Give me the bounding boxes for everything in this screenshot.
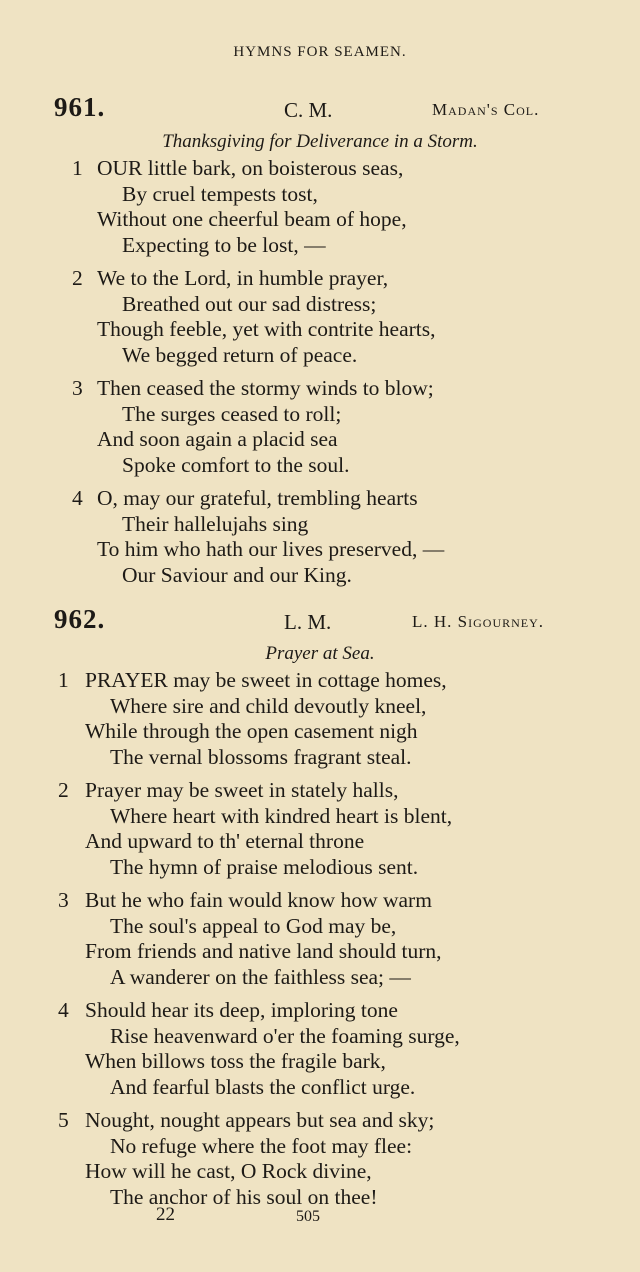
verse-line: Rise heavenward o'er the foaming surge, (110, 1023, 460, 1048)
page-number: 505 (296, 1208, 320, 1225)
stanza-number: 4 (72, 486, 83, 510)
verse-line: Then ceased the stormy winds to blow; (97, 376, 434, 400)
verse-line: We begged return of peace. (122, 342, 358, 367)
hymn-962 (0, 604, 640, 1218)
verse-line: Prayer may be sweet in stately halls, (85, 778, 399, 802)
hymn-number: 961. (54, 92, 106, 122)
hymn-author: Madan's Col. (432, 100, 540, 119)
verse-line: And fearful blasts the conflict urge. (110, 1074, 416, 1099)
stanza-number: 3 (72, 376, 83, 400)
verse-line: A wanderer on the faithless sea; — (110, 964, 411, 989)
verse-line: The soul's appeal to God may be, (110, 913, 397, 938)
stanza (0, 1108, 640, 1210)
signature-mark: 22 (156, 1204, 175, 1225)
stanza (0, 998, 640, 1100)
hymn-header (0, 604, 640, 640)
hymn-meter: C. M. (284, 98, 333, 122)
verse-line: Nought, nought appears but sea and sky; (85, 1108, 435, 1132)
stanza (0, 778, 640, 880)
verse-line: We to the Lord, in humble prayer, (97, 266, 389, 290)
verse-line: The hymn of praise melodious sent. (110, 854, 419, 879)
verse-line: And upward to th' eternal throne (85, 829, 365, 853)
verse-line: PRAYER may be sweet in cottage homes, (85, 668, 447, 692)
stanza-number: 5 (58, 1108, 69, 1132)
verse-line: The surges ceased to roll; (122, 401, 342, 426)
stanza (0, 156, 640, 258)
hymn-number: 962. (54, 604, 106, 634)
verse-line: From friends and native land should turn, (85, 939, 442, 963)
verse-line: Breathed out our sad distress; (122, 291, 377, 316)
stanza (0, 266, 640, 368)
verse-line: Without one cheerful beam of hope, (97, 207, 407, 231)
stanza (0, 668, 640, 770)
verse-line: Where sire and child devoutly kneel, (110, 693, 427, 718)
stanza (0, 486, 640, 588)
verse-line: The anchor of his soul on thee! (110, 1184, 378, 1209)
verse-line: By cruel tempests tost, (122, 181, 318, 206)
verse-line: When billows toss the fragile bark, (85, 1049, 386, 1073)
verse-line: The vernal blossoms fragrant steal. (110, 744, 412, 769)
verse-line: Though feeble, yet with contrite hearts, (97, 317, 436, 341)
verse-line: OUR little bark, on boisterous seas, (97, 156, 404, 180)
stanza-number: 2 (58, 778, 69, 802)
verse-line: No refuge where the foot may flee: (110, 1133, 413, 1158)
stanza (0, 376, 640, 478)
verse-line: To him who hath our lives preserved, — (97, 537, 445, 561)
hymn-header (0, 92, 640, 128)
verse-line: Should hear its deep, imploring tone (85, 998, 398, 1022)
running-head: HYMNS FOR SEAMEN. (233, 44, 407, 60)
hymn-title: Thanksgiving for Deliverance in a Storm. (162, 131, 478, 152)
verse-line: Expecting to be lost, — (122, 232, 326, 257)
verse-line: And soon again a placid sea (97, 427, 338, 451)
verse-line: But he who fain would know how warm (85, 888, 432, 912)
stanza-number: 2 (72, 266, 83, 290)
verse-line: How will he cast, O Rock divine, (85, 1159, 372, 1183)
hymn-title: Prayer at Sea. (265, 643, 375, 664)
verse-line: While through the open casement nigh (85, 719, 418, 743)
verse-line: Spoke comfort to the soul. (122, 452, 350, 477)
verse-line: Their hallelujahs sing (122, 511, 309, 536)
verse-line: Our Saviour and our King. (122, 562, 352, 587)
stanza-number: 3 (58, 888, 69, 912)
stanza-number: 4 (58, 998, 69, 1022)
stanza-number: 1 (58, 668, 69, 692)
verse-line: Where heart with kindred heart is blent, (110, 803, 453, 828)
hymn-meter: L. M. (284, 610, 332, 634)
hymn-author: L. H. Sigourney. (412, 612, 545, 631)
stanza (0, 888, 640, 990)
stanza-number: 1 (72, 156, 83, 180)
verse-line: O, may our grateful, trembling hearts (97, 486, 418, 510)
hymn-961 (0, 92, 640, 596)
